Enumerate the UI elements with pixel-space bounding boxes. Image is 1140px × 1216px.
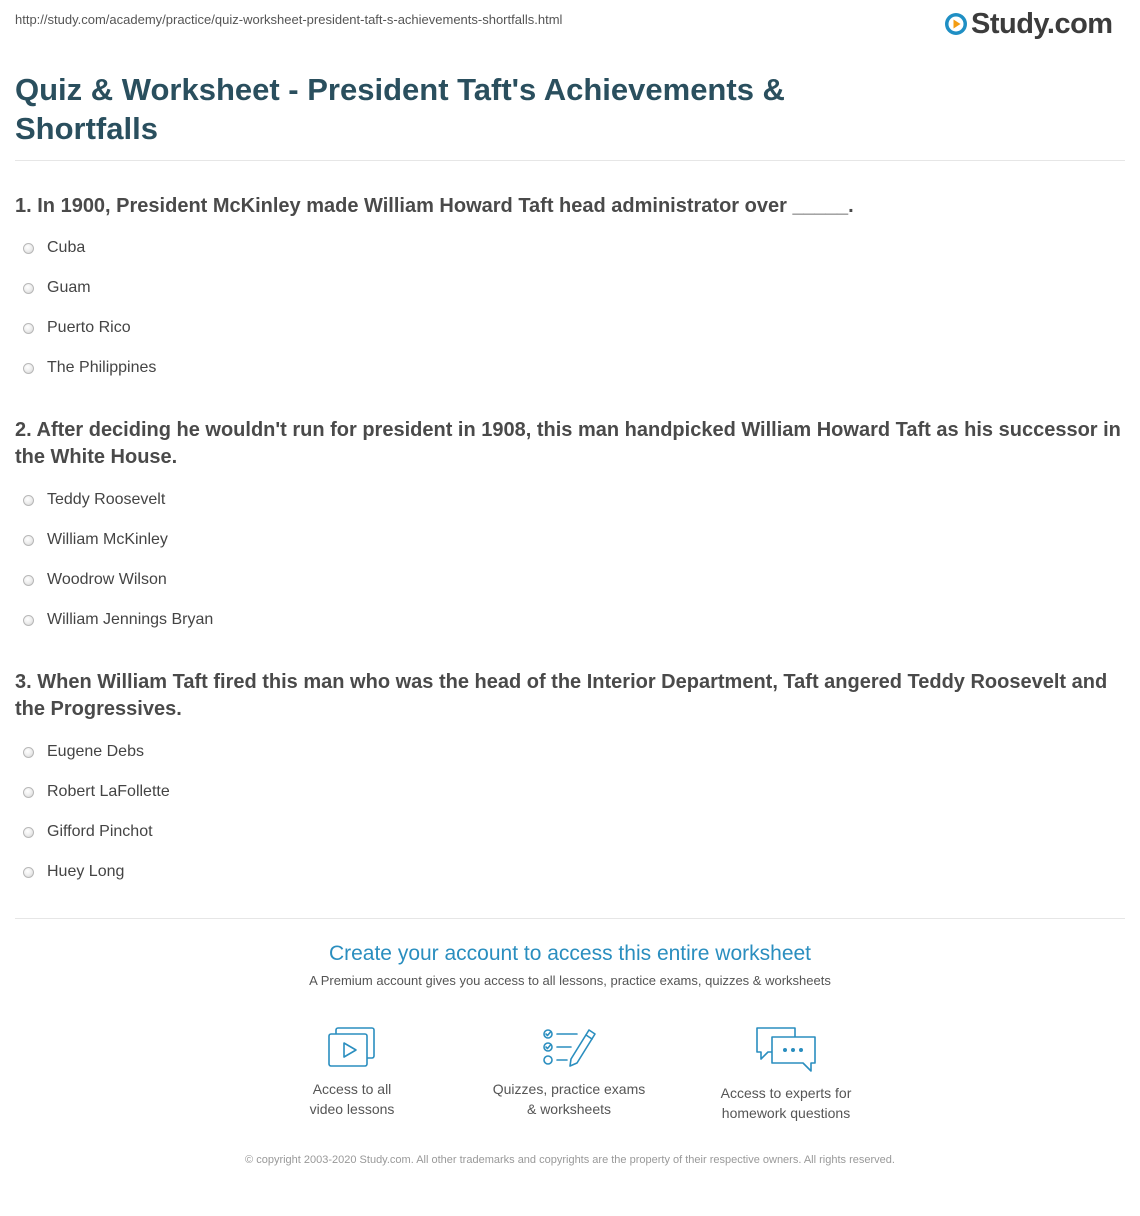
answer-option[interactable] bbox=[23, 237, 85, 259]
feature-experts bbox=[686, 1025, 886, 1123]
copyright-footer: © copyright 2003-2020 Study.com. All other trademarks and copyrights are the property of their respective owners. All rights reserved. bbox=[245, 1154, 895, 1166]
answer-option[interactable] bbox=[23, 821, 153, 843]
answer-option[interactable] bbox=[23, 317, 131, 339]
answer-option[interactable] bbox=[23, 861, 124, 883]
answer-option[interactable] bbox=[23, 489, 165, 511]
option-label: Gifford Pinchot bbox=[47, 823, 153, 840]
chat-bubbles-icon bbox=[754, 1025, 818, 1075]
radio-button[interactable] bbox=[23, 615, 34, 626]
answer-option[interactable] bbox=[23, 357, 156, 379]
feature-label-line1: Access to all bbox=[312, 1081, 392, 1097]
feature-label bbox=[469, 1079, 669, 1119]
option-label: Puerto Rico bbox=[47, 319, 131, 336]
divider bbox=[15, 160, 1125, 161]
option-label: Cuba bbox=[47, 239, 86, 256]
radio-button[interactable] bbox=[23, 323, 34, 334]
feature-label-line1: Quizzes, practice exams bbox=[492, 1081, 646, 1097]
option-label: Robert LaFollette bbox=[47, 783, 170, 800]
feature-label bbox=[252, 1079, 452, 1119]
radio-button[interactable] bbox=[23, 535, 34, 546]
radio-button[interactable] bbox=[23, 867, 34, 878]
top-bar bbox=[0, 0, 1140, 50]
play-circle-logo-icon bbox=[944, 12, 968, 36]
radio-button[interactable] bbox=[23, 243, 34, 254]
answer-option[interactable] bbox=[23, 609, 213, 631]
checklist-pencil-icon bbox=[541, 1025, 597, 1071]
option-label: Woodrow Wilson bbox=[47, 571, 167, 588]
page-url[interactable]: http://study.com/academy/practice/quiz-worksheet-president-taft-s-achievements-shortfalls.html bbox=[15, 12, 563, 27]
page-title: Quiz & Worksheet - President Taft's Achievements & Shortfalls bbox=[15, 72, 785, 146]
feature-label-line2: homework questions bbox=[721, 1105, 851, 1121]
divider bbox=[15, 918, 1125, 919]
option-label: Guam bbox=[47, 279, 91, 296]
question-2: 2. After deciding he wouldn't run for president in 1908, this man handpicked William Howard Taft as his successor in the White House. bbox=[15, 419, 1121, 468]
question-3: 3. When William Taft fired this man who was the head of the Interior Department, Taft angered Teddy Roosevelt and the Progressives. bbox=[15, 671, 1108, 720]
radio-button[interactable] bbox=[23, 363, 34, 374]
feature-video-lessons bbox=[252, 1025, 452, 1119]
answer-option[interactable] bbox=[23, 741, 144, 763]
radio-button[interactable] bbox=[23, 283, 34, 294]
radio-button[interactable] bbox=[23, 575, 34, 586]
option-label: Eugene Debs bbox=[47, 743, 144, 760]
radio-button[interactable] bbox=[23, 787, 34, 798]
radio-button[interactable] bbox=[23, 495, 34, 506]
answer-option[interactable] bbox=[23, 277, 91, 299]
cta-subtitle: A Premium account gives you access to all lessons, practice exams, quizzes & worksheets bbox=[309, 973, 831, 988]
feature-label-line1: Access to experts for bbox=[720, 1085, 852, 1101]
feature-label-line2: & worksheets bbox=[526, 1101, 612, 1117]
feature-label bbox=[686, 1083, 886, 1123]
option-label: Huey Long bbox=[47, 863, 125, 880]
option-label: William Jennings Bryan bbox=[47, 611, 214, 628]
radio-button[interactable] bbox=[23, 747, 34, 758]
video-lessons-icon bbox=[326, 1025, 378, 1071]
answer-option[interactable] bbox=[23, 529, 168, 551]
answer-option[interactable] bbox=[23, 781, 170, 803]
question-1: 1. In 1900, President McKinley made William Howard Taft head administrator over _____. bbox=[15, 195, 854, 217]
option-label: William McKinley bbox=[47, 531, 168, 548]
study-logo[interactable] bbox=[944, 8, 1113, 40]
feature-label-line2: video lessons bbox=[309, 1101, 395, 1117]
feature-quizzes bbox=[469, 1025, 669, 1119]
option-label: Teddy Roosevelt bbox=[47, 491, 166, 508]
answer-option[interactable] bbox=[23, 569, 167, 591]
logo-text: Study.com bbox=[971, 8, 1113, 40]
create-account-link[interactable]: Create your account to access this entire worksheet bbox=[328, 942, 812, 965]
radio-button[interactable] bbox=[23, 827, 34, 838]
option-label: The Philippines bbox=[47, 359, 157, 376]
